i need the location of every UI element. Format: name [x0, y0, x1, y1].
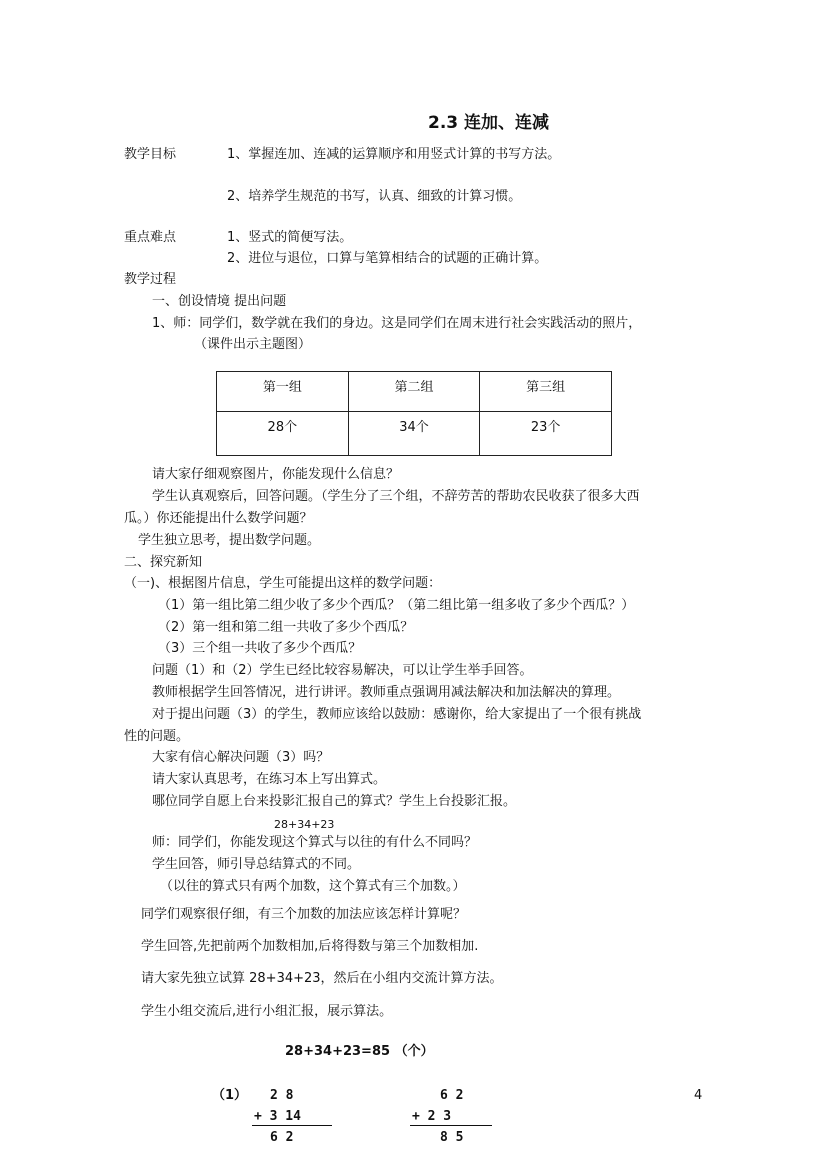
- calc-b-row1: 6 2: [440, 1088, 464, 1103]
- table-cell: 28个: [217, 412, 349, 456]
- calc-b-row3: 8 5: [440, 1130, 464, 1145]
- section2-heading: 二、探究新知: [124, 555, 203, 570]
- text-line: 瓜。）你还能提出什么数学问题？: [124, 511, 313, 526]
- section1-p2: （课件出示主题图）: [194, 337, 312, 352]
- table-cell: 34个: [348, 412, 480, 456]
- calc-a-line: [252, 1125, 332, 1126]
- text-line: 哪位同学自愿上台来投影汇报自己的算式？学生上台投影汇报。: [152, 794, 517, 809]
- table-header: 第三组: [480, 372, 612, 412]
- calc-b-row2: + 2 3: [412, 1109, 452, 1124]
- goal-item-1: 1、掌握连加、连减的运算顺序和用竖式计算的书写方法。: [227, 147, 561, 162]
- question-3: （3）三个组一共收了多少个西瓜？: [158, 641, 362, 656]
- text-line: 学生认真观察后，回答问题。（学生分了三个组，不辞劳苦的帮助农民收获了很多大西: [152, 489, 640, 504]
- text-line: 学生回答,先把前两个加数相加,后将得数与第三个加数相加.: [141, 939, 479, 954]
- question-2: （2）第一组和第二组一共收了多少个西瓜？: [158, 620, 414, 635]
- text-line: 学生回答，师引导总结算式的不同。: [152, 857, 361, 872]
- goals-label: 教学目标: [124, 147, 177, 162]
- text-line: 请大家先独立试算 28+34+23，然后在小组内交流计算方法。: [141, 971, 503, 986]
- text-line: 同学们观察很仔细，有三个加数的加法应该怎样计算呢？: [141, 907, 467, 922]
- page-number: 4: [694, 1088, 703, 1103]
- text-line: 请大家仔细观察图片，你能发现什么信息？: [152, 467, 400, 482]
- process-label: 教学过程: [124, 272, 177, 287]
- text-line: 对于提出问题（3）的学生，教师应该给以鼓励：感谢你，给大家提出了一个很有挑战: [152, 707, 642, 722]
- table-header: 第一组: [217, 372, 349, 412]
- text-line: 性的问题。: [124, 729, 190, 744]
- text-line: （以往的算式只有两个加数，这个算式有三个加数。）: [160, 879, 466, 894]
- page-title: 2.3 连加、连减: [428, 113, 550, 133]
- key-point-2: 2、进位与退位，口算与笔算相结合的试题的正确计算。: [227, 251, 548, 266]
- calc-label: （1）: [212, 1088, 248, 1103]
- text-line: 问题（1）和（2）学生已经比较容易解决，可以让学生举手回答。: [152, 663, 533, 678]
- text-line: 师：同学们，你能发现这个算式与以往的有什么不同吗？: [152, 835, 478, 850]
- calc-a-row3: 6 2: [270, 1130, 294, 1145]
- section1-heading: 一、创设情境 提出问题: [152, 294, 287, 309]
- key-points-label: 重点难点: [124, 230, 177, 245]
- text-line: 教师根据学生回答情况，进行讲评。教师重点强调用减法解决和加法解决的算理。: [152, 685, 621, 700]
- calc-b-line: [410, 1125, 492, 1126]
- goal-item-2: 2、培养学生规范的书写，认真、细致的计算习惯。: [227, 189, 522, 204]
- group-table: [216, 371, 612, 456]
- section1-p1: 1、师：同学们，数学就在我们的身边。这是同学们在周末进行社会实践活动的照片，: [152, 316, 642, 331]
- text-line: 请大家认真思考，在练习本上写出算式。: [152, 772, 387, 787]
- question-1: （1）第一组比第二组少收了多少个西瓜？（第二组比第一组多收了多少个西瓜？）: [158, 598, 635, 613]
- equation: 28+34+23=85 （个）: [285, 1044, 434, 1059]
- table-cell: 23个: [480, 412, 612, 456]
- section2-sub1: （一)、根据图片信息，学生可能提出这样的数学问题：: [124, 576, 442, 591]
- calc-a-row1: 2 8: [270, 1088, 294, 1103]
- expression: 28+34+23: [274, 818, 335, 831]
- text-line: 学生小组交流后,进行小组汇报，展示算法。: [141, 1004, 393, 1019]
- text-line: 学生独立思考，提出数学问题。: [138, 533, 321, 548]
- text-line: 大家有信心解决问题（3）吗？: [152, 750, 330, 765]
- key-point-1: 1、竖式的简便写法。: [227, 230, 353, 245]
- calc-a-row2: + 3 14: [254, 1109, 301, 1124]
- table-header: 第二组: [348, 372, 480, 412]
